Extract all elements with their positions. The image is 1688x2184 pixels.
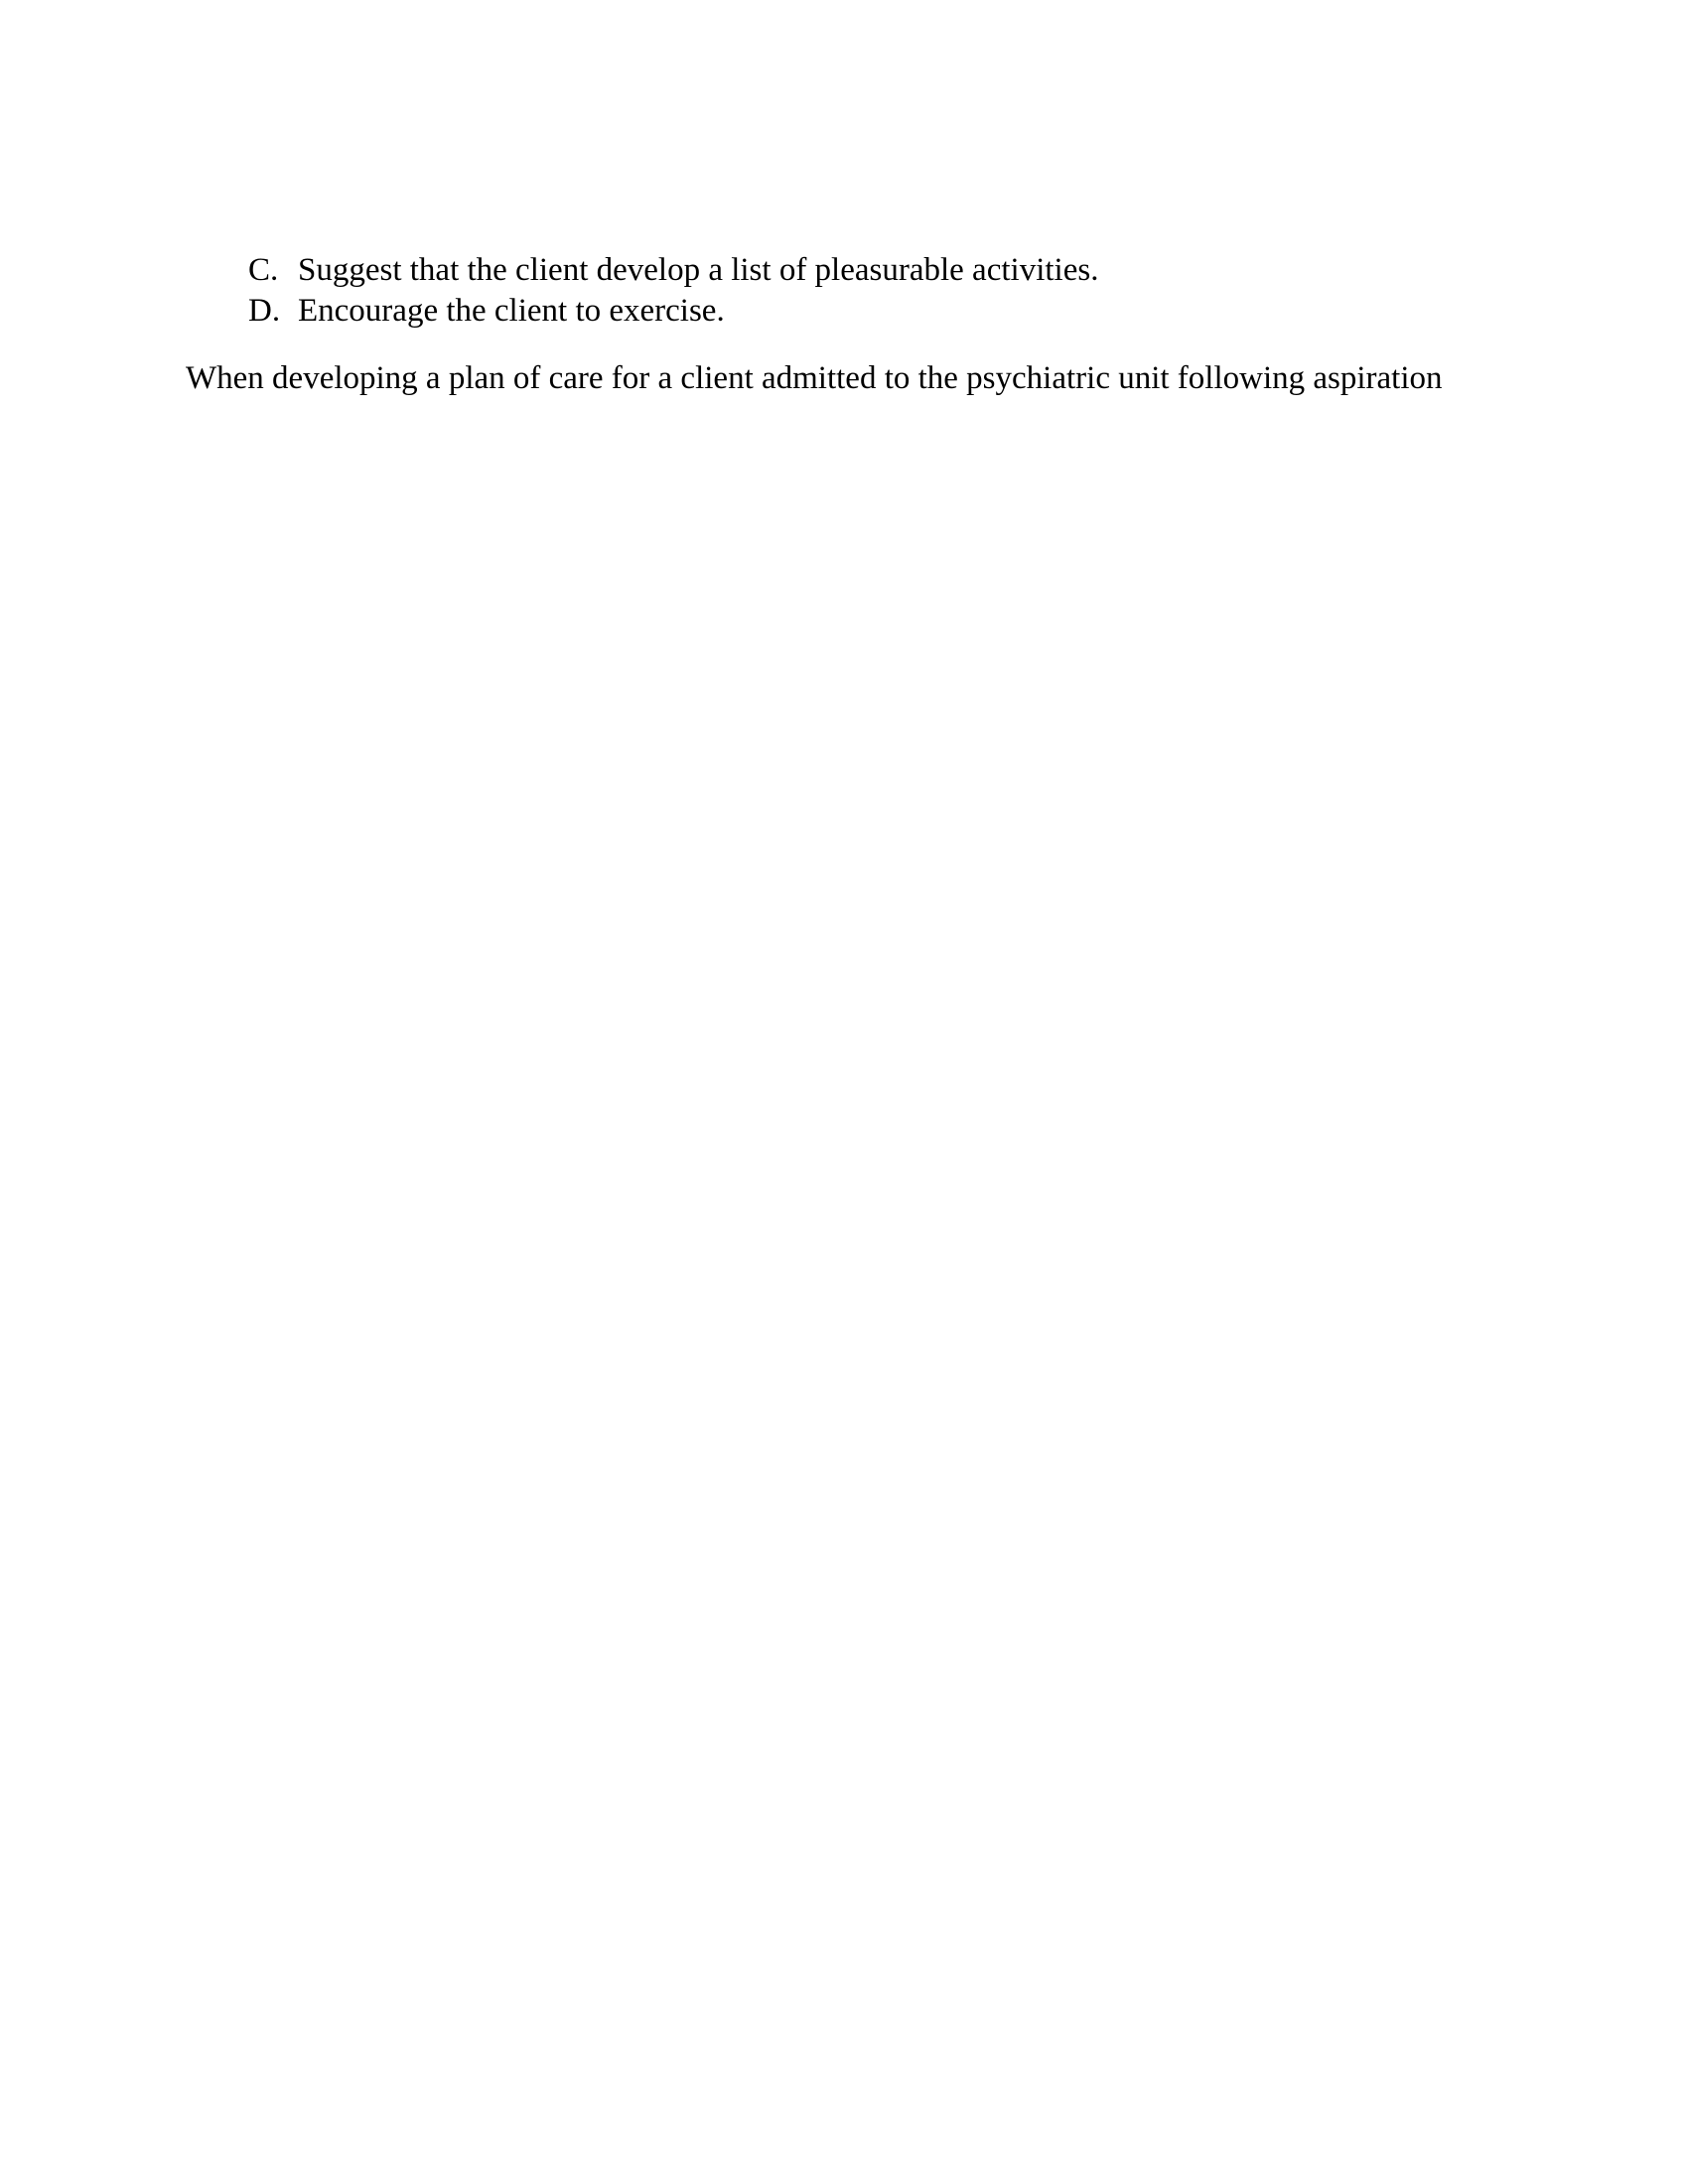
question-stem: When developing a plan of care for a client admitted to the psychiatric unit following aspiration (186, 360, 1443, 396)
option-c-marker: C. (248, 252, 279, 288)
option-d-text: Encourage the client to exercise. (298, 293, 725, 329)
option-c-text: Suggest that the client develop a list of pleasurable activities. (298, 252, 1099, 288)
answer-option-c (248, 250, 1098, 291)
answer-option-d (248, 291, 1098, 332)
option-d-marker: D. (248, 293, 281, 329)
answer-options-list (248, 250, 1098, 332)
